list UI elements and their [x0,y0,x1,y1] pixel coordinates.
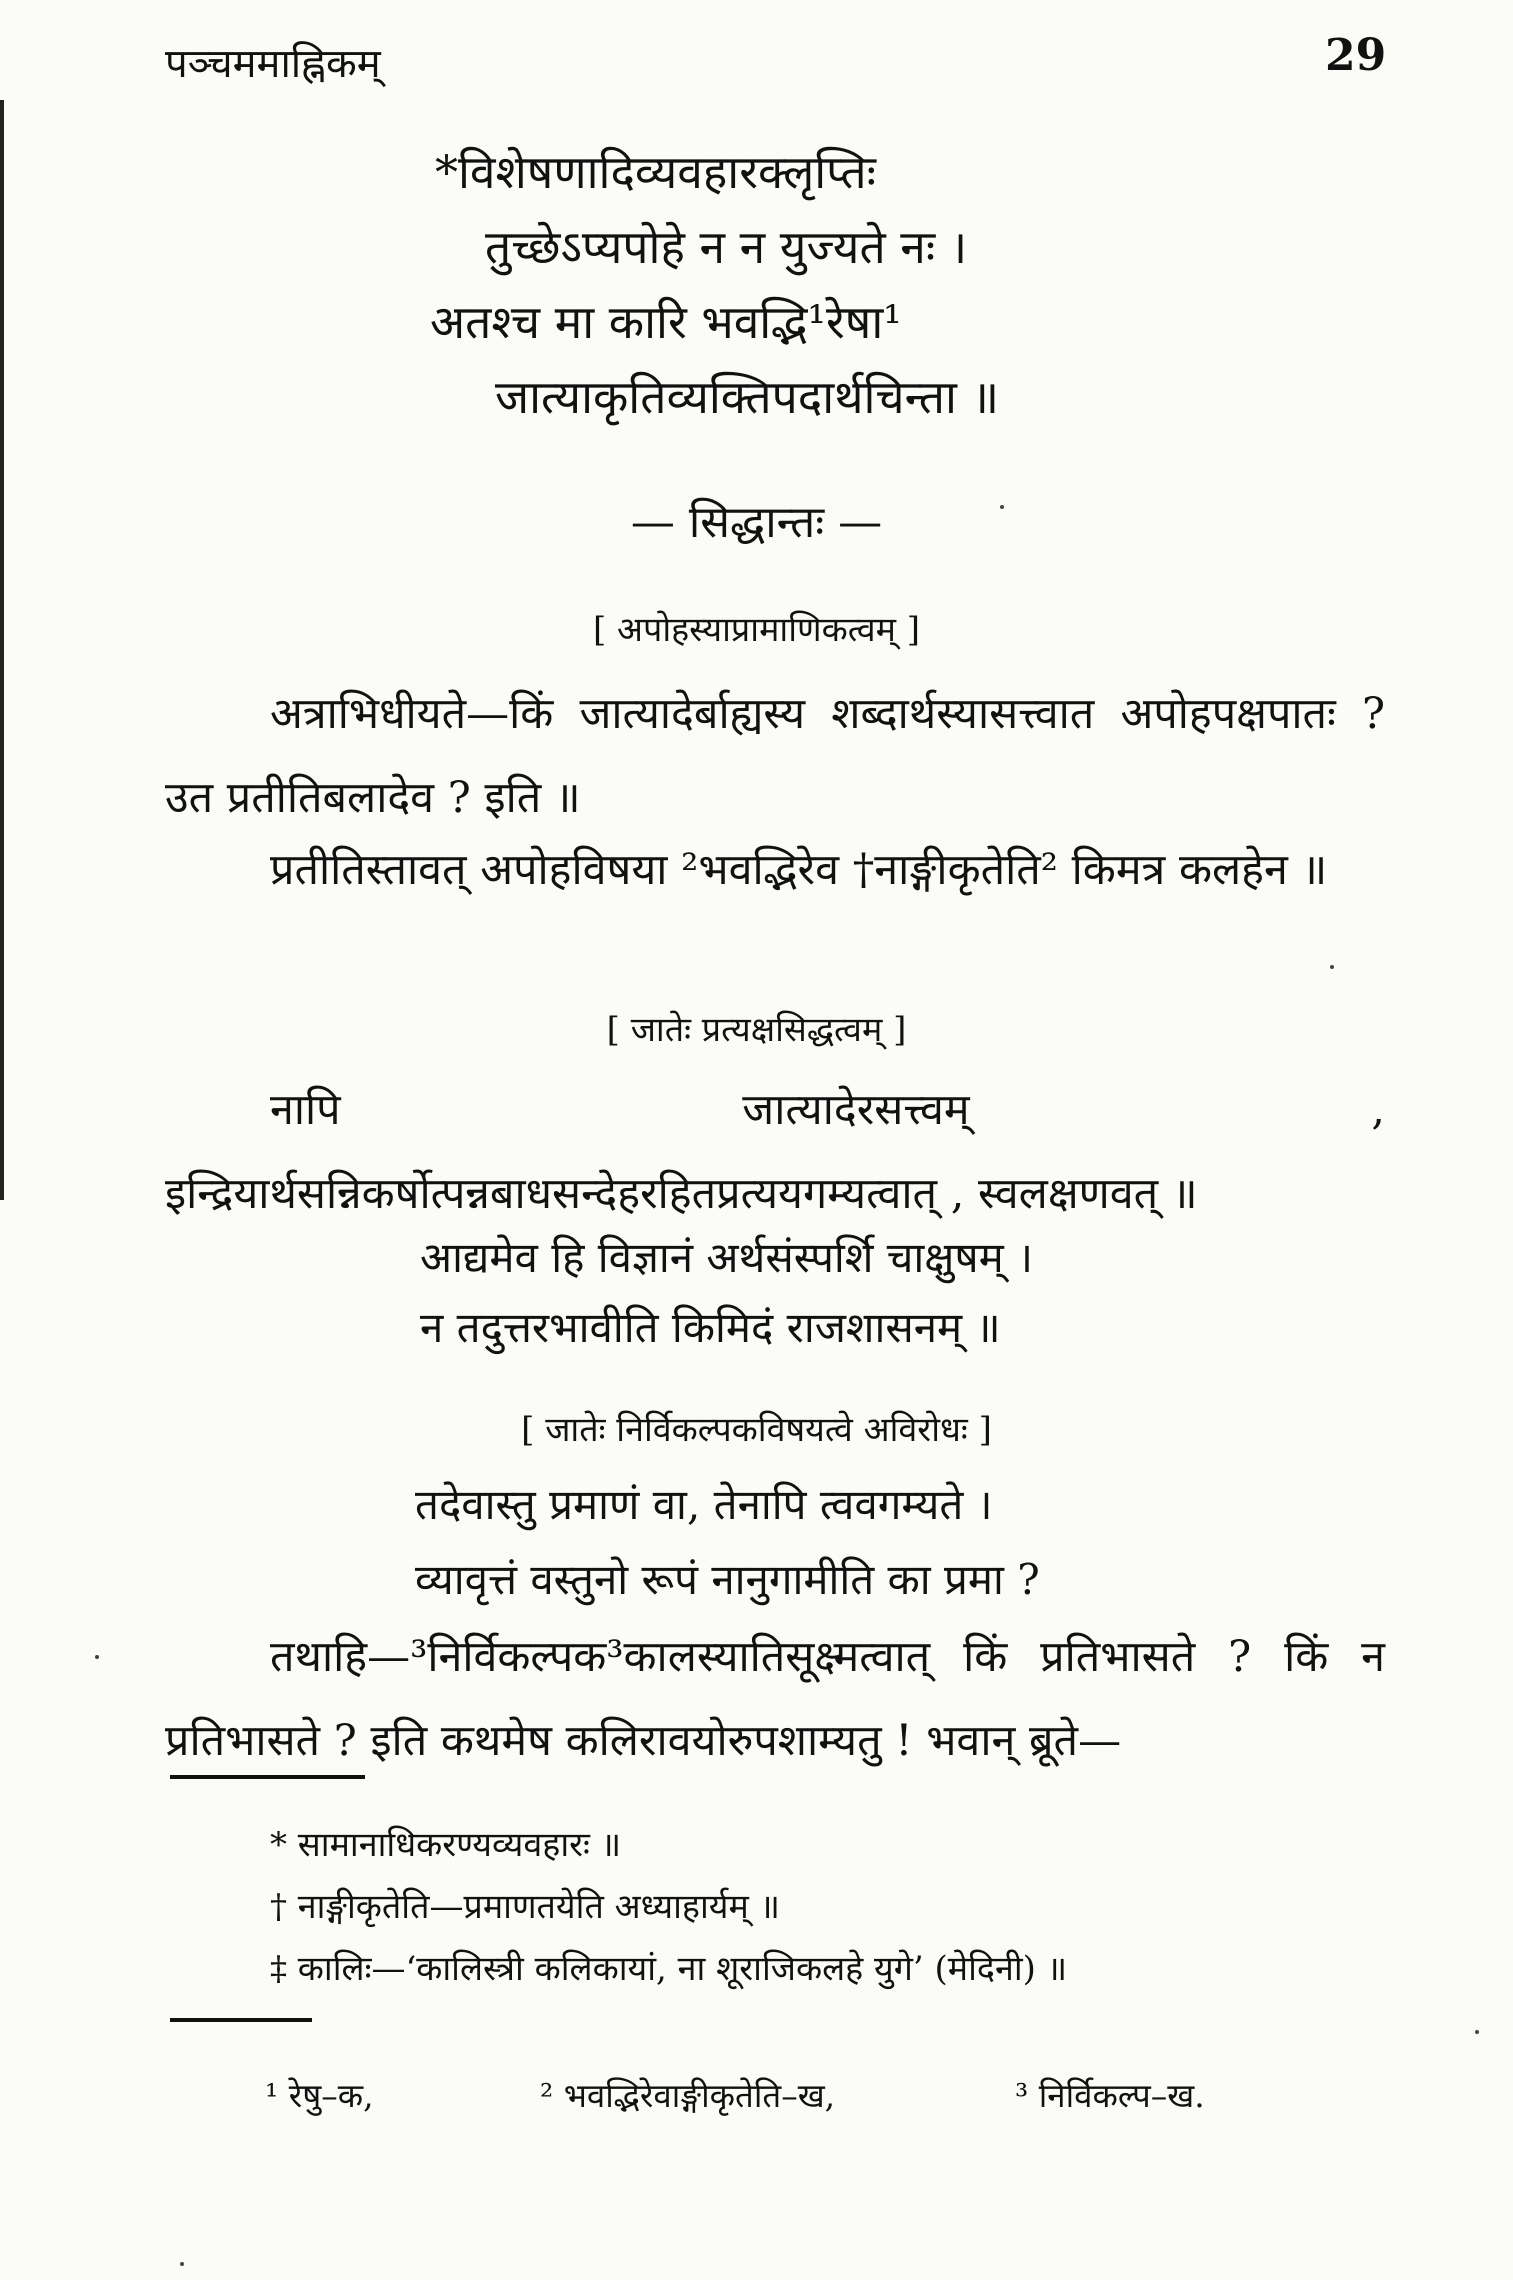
variant-rule [170,2018,312,2022]
verse-adyameva: आद्यमेव हि विज्ञानं अर्थसंस्पर्शि चाक्षुषम् । [420,1233,1034,1282]
running-head: पञ्चममाह्निकम् [165,41,381,87]
footnote-dagger: † नाङ्गीकृतेति—प्रमाणतयेति अध्याहार्यम् ॥ [270,1887,781,1927]
footnote-rule [170,1775,365,1779]
verse-tadevastu: तदेवास्तु प्रमाणं वा, तेनापि त्ववगम्यते । [415,1480,993,1529]
variant-reading-3: ³ निर्विकल्प–ख. [1015,2076,1205,2115]
variant-reading-2: ² भवद्भिरेवाङ्गीकृतेति–ख, [540,2076,836,2115]
paragraph-tathahi-text: तथाहि—³निर्विकल्पक³कालस्यातिसूक्ष्मत्वात् किं प्रतिभासते ? किं न प्रतिभासते ? इति कथमेष कलिरावयोरुपशाम्यतु ! भवान् ब्रूते— [165,1632,1385,1766]
paper-speck [95,1655,99,1659]
paragraph-apoha-1 [165,672,1385,840]
paragraph-jati [165,1068,1385,1236]
subheading-jati-pratyaksha: [ जातेः प्रत्यक्षसिद्धत्वम् ] [606,1010,907,1050]
subheading-apoha: [ अपोहस्याप्रामाणिकत्वम् ] [592,610,921,650]
variant-reading-1: ¹ रेषु–क, [265,2076,374,2115]
footnote-double-dagger: ‡ कालिः—‘कालिस्त्री कलिकायां, ना शूराजिकलहे युगे’ (मेदिनी) ॥ [270,1949,1068,1989]
footnote-asterisk: * सामानाधिकरण्यव्यवहारः ॥ [270,1825,622,1865]
page-number: 29 [1325,30,1387,81]
verse-line-2: तुच्छेऽप्यपोहे न न युज्यते नः । [485,220,968,274]
paragraph-apoha-1-text: अत्राभिधीयते—किं जात्यादेर्बाह्यस्य शब्दार्थस्यासत्त्वात अपोहपक्षपातः ? उत प्रतीतिबलादेव ? इति ॥ [165,689,1385,823]
paragraph-apoha-2-text: प्रतीतिस्तावत् अपोहविषया ²भवद्भिरेव †नाङ्गीकृतेति² किमत्र कलहेन ॥ [270,845,1328,895]
verse-na-taduttara: न तदुत्तरभावीति किमिदं राजशासनम् ॥ [420,1303,1001,1352]
verse-line-3: अतश्च मा कारि भवद्भि¹रेषा¹ [430,295,902,349]
paper-speck [1330,965,1334,969]
paragraph-tathahi [165,1615,1385,1783]
paragraph-jati-text: नापि जात्यादेरसत्त्वम् , इन्द्रियार्थसन्निकर्षोत्पन्नबाधसन्देहरहितप्रत्ययगम्यत्वात् , स्वलक्षणवत् ॥ [165,1085,1385,1219]
subheading-nirvikalpaka: [ जातेः निर्विकल्पकविषयत्वे अविरोधः ] [521,1410,992,1450]
section-heading: — सिद्धान्तः — [630,497,883,548]
verse-line-4: जात्याकृतिव्यक्तिपदार्थचिन्ता ॥ [495,370,1000,424]
verse-vyavrttam: व्यावृत्तं वस्तुनो रूपं नानुगामीति का प्रमा ? [415,1555,1040,1604]
paper-speck [180,2262,184,2266]
paragraph-apoha-2 [165,828,1385,912]
paper-speck [1000,505,1004,509]
paper-speck [1475,2030,1479,2034]
verse-line-1: *विशेषणादिव्यवहारक्लृप्तिः [435,145,876,199]
